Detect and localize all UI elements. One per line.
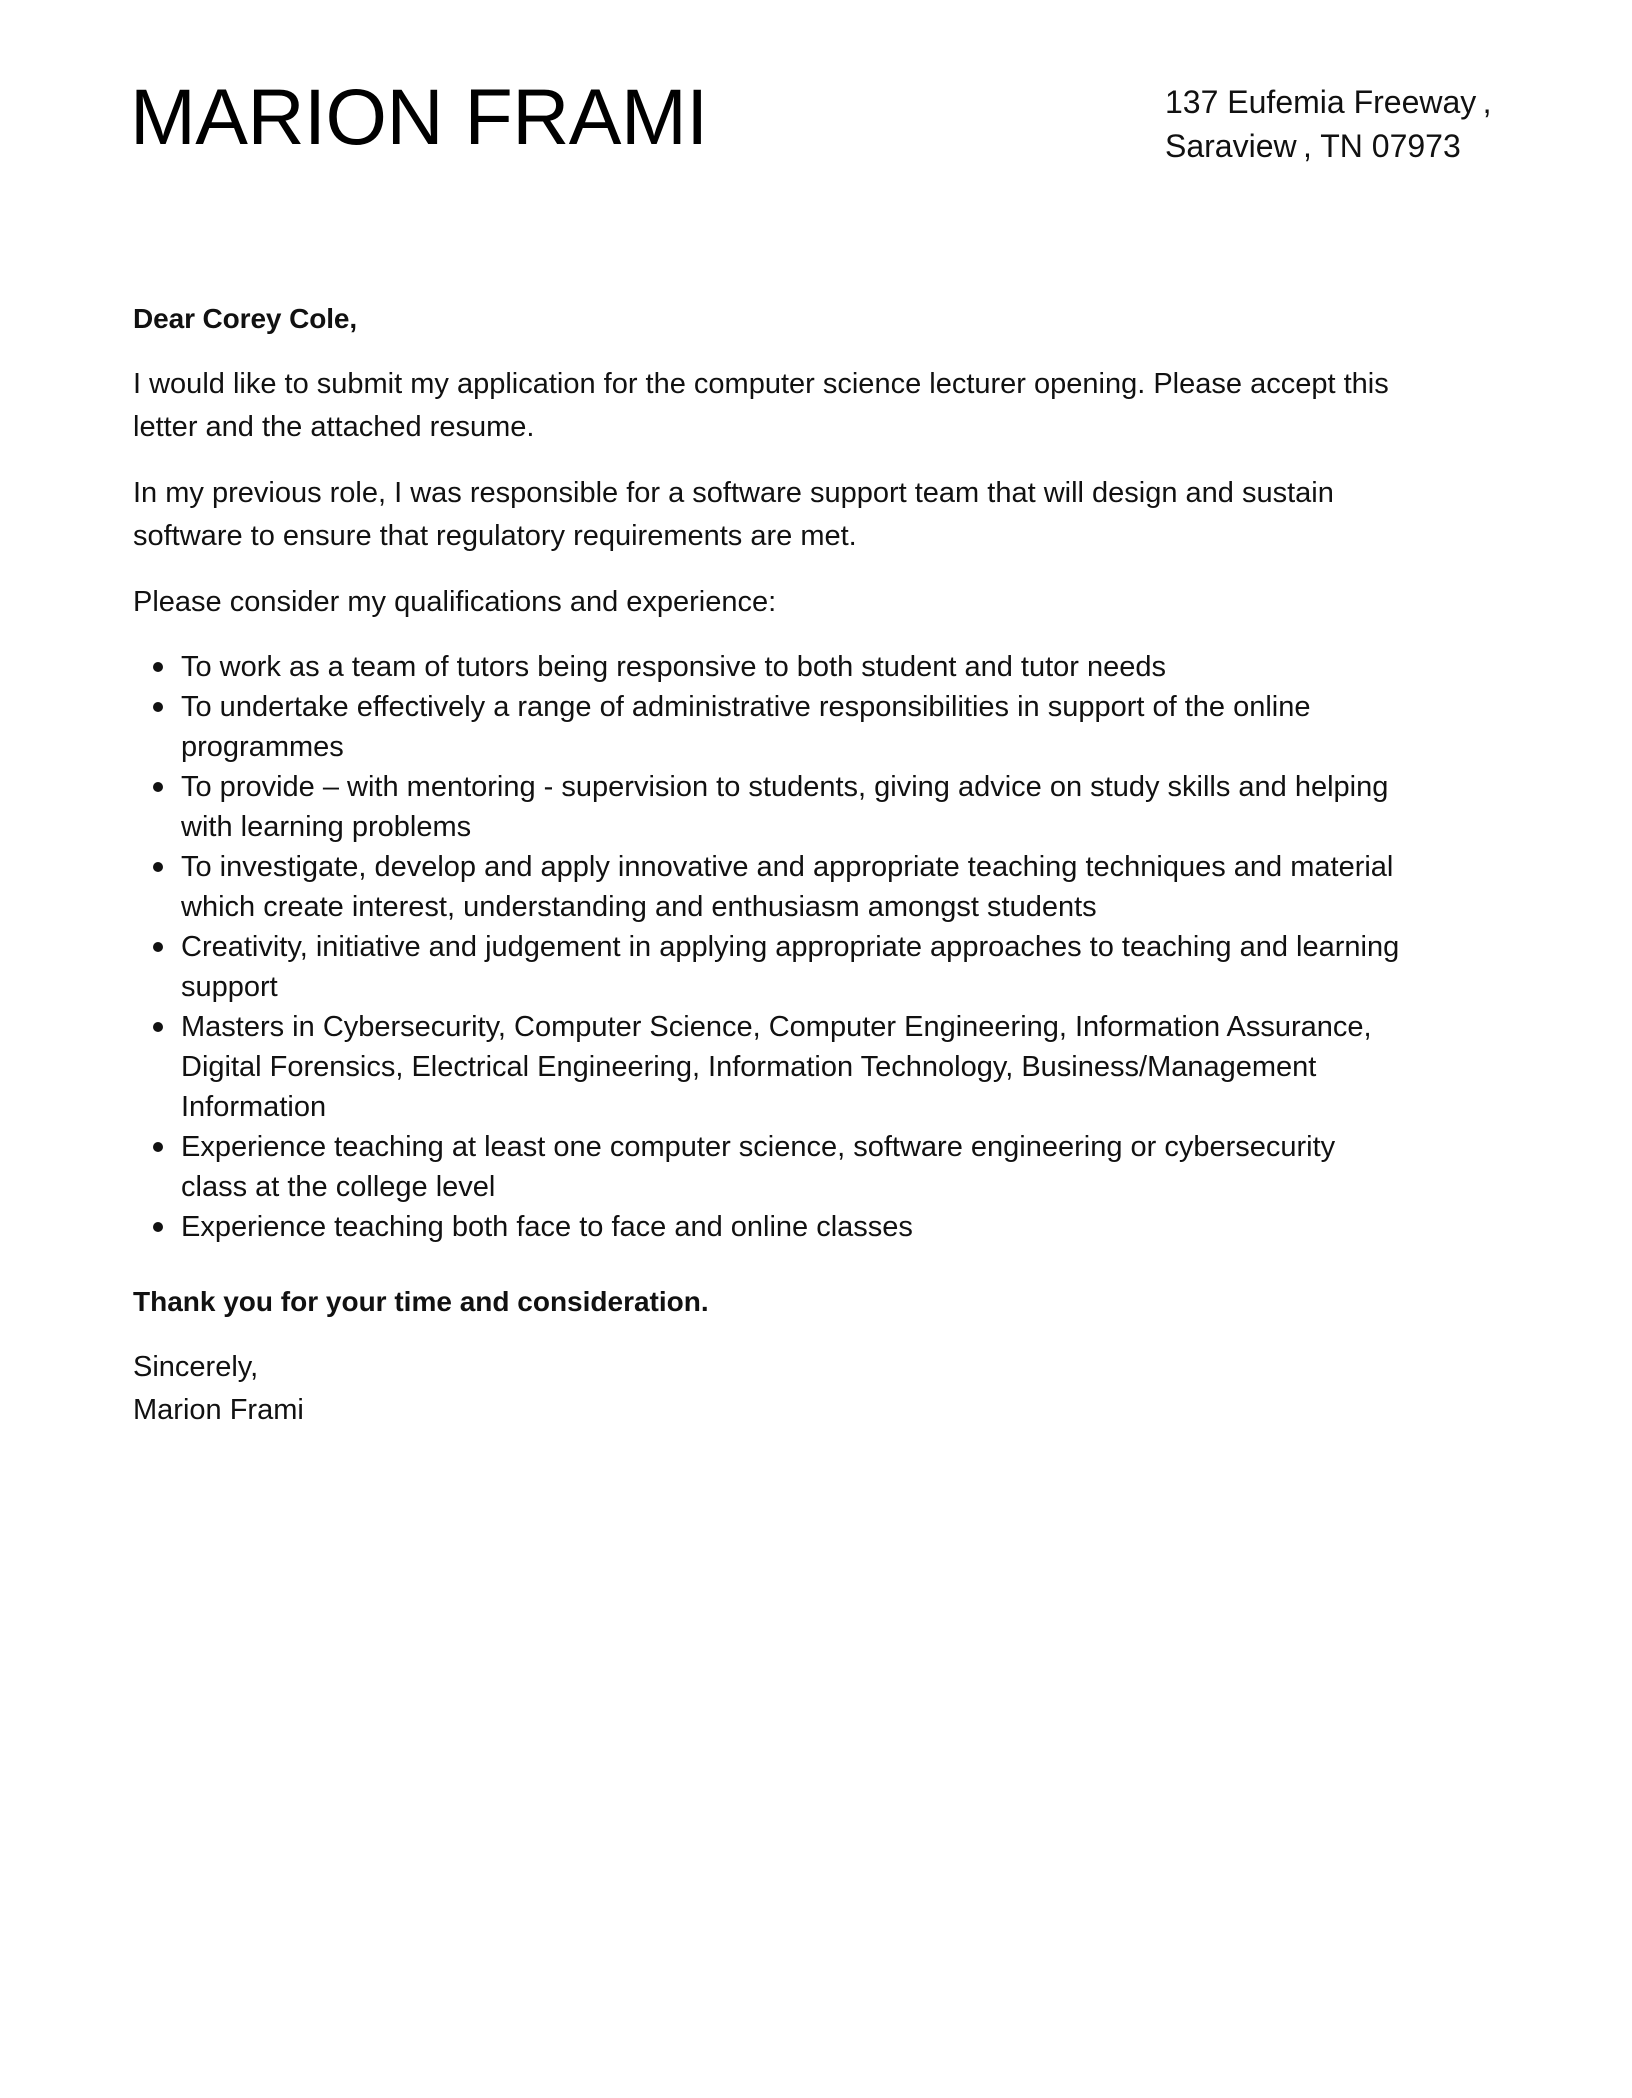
paragraph-qualifications-intro [133,581,1513,624]
bullet-icon [153,1222,163,1232]
list-item [133,927,1513,1007]
closing-salutation: Sincerely, [133,1351,259,1383]
qualifications-list [133,647,1513,1247]
list-item [133,1207,1513,1247]
list-item-text: To investigate, develop and apply innovative and appropriate teaching techniques and material [181,851,1394,883]
letter-body [133,297,1513,1432]
list-item-text: Masters in Cybersecurity, Computer Science, Computer Engineering, Information Assurance, [181,1011,1372,1043]
list-item-text: Creativity, initiative and judgement in applying appropriate approaches to teaching and learning [181,931,1400,963]
paragraph-line: letter and the attached resume. [133,411,535,443]
bullet-icon [153,662,163,672]
list-item-text: with learning problems [181,811,472,843]
closing-block [133,1346,1513,1432]
list-item-text: which create interest, understanding and enthusiasm amongst students [181,891,1097,923]
list-item-text: To work as a team of tutors being responsive to both student and tutor needs [181,651,1166,683]
list-item-text: Experience teaching at least one computer science, software engineering or cybersecurity [181,1131,1336,1163]
signature-name: Marion Frami [133,1394,304,1426]
list-item-text: Experience teaching both face to face and online classes [181,1211,913,1243]
applicant-name: MARION FRAMI [130,72,708,161]
list-item-text: Information [181,1091,327,1123]
list-item-text: programmes [181,731,344,763]
list-item-text: To provide – with mentoring - supervision to students, giving advice on study skills and helping [181,771,1389,803]
list-item [133,847,1513,927]
list-item [133,647,1513,687]
bullet-icon [153,702,163,712]
applicant-address [1165,80,1492,168]
paragraph-intro [133,363,1513,449]
paragraph-line: In my previous role, I was responsible for a software support team that will design and sustain [133,477,1334,509]
list-item-text: support [181,971,278,1003]
list-item-text: To undertake effectively a range of administrative responsibilities in support of the online [181,691,1311,723]
address-line-2: Saraview , TN 07973 [1165,128,1461,164]
paragraph-previous-role [133,472,1513,558]
list-item [133,1127,1513,1207]
thank-you-line: Thank you for your time and consideration. [133,1286,709,1317]
paragraph-line: software to ensure that regulatory requirements are met. [133,520,857,552]
paragraph-line: Please consider my qualifications and experience: [133,586,777,618]
bullet-icon [153,1022,163,1032]
paragraph-line: I would like to submit my application for the computer science lecturer opening. Please accept this [133,368,1389,400]
list-item-text: Digital Forensics, Electrical Engineering, Information Technology, Business/Management [181,1051,1317,1083]
greeting: Dear Corey Cole, [133,303,358,334]
bullet-icon [153,782,163,792]
bullet-icon [153,942,163,952]
list-item [133,767,1513,847]
bullet-icon [153,1142,163,1152]
address-line-1: 137 Eufemia Freeway , [1165,84,1492,120]
list-item [133,1007,1513,1127]
bullet-icon [153,862,163,872]
list-item-text: class at the college level [181,1171,496,1203]
list-item [133,687,1513,767]
